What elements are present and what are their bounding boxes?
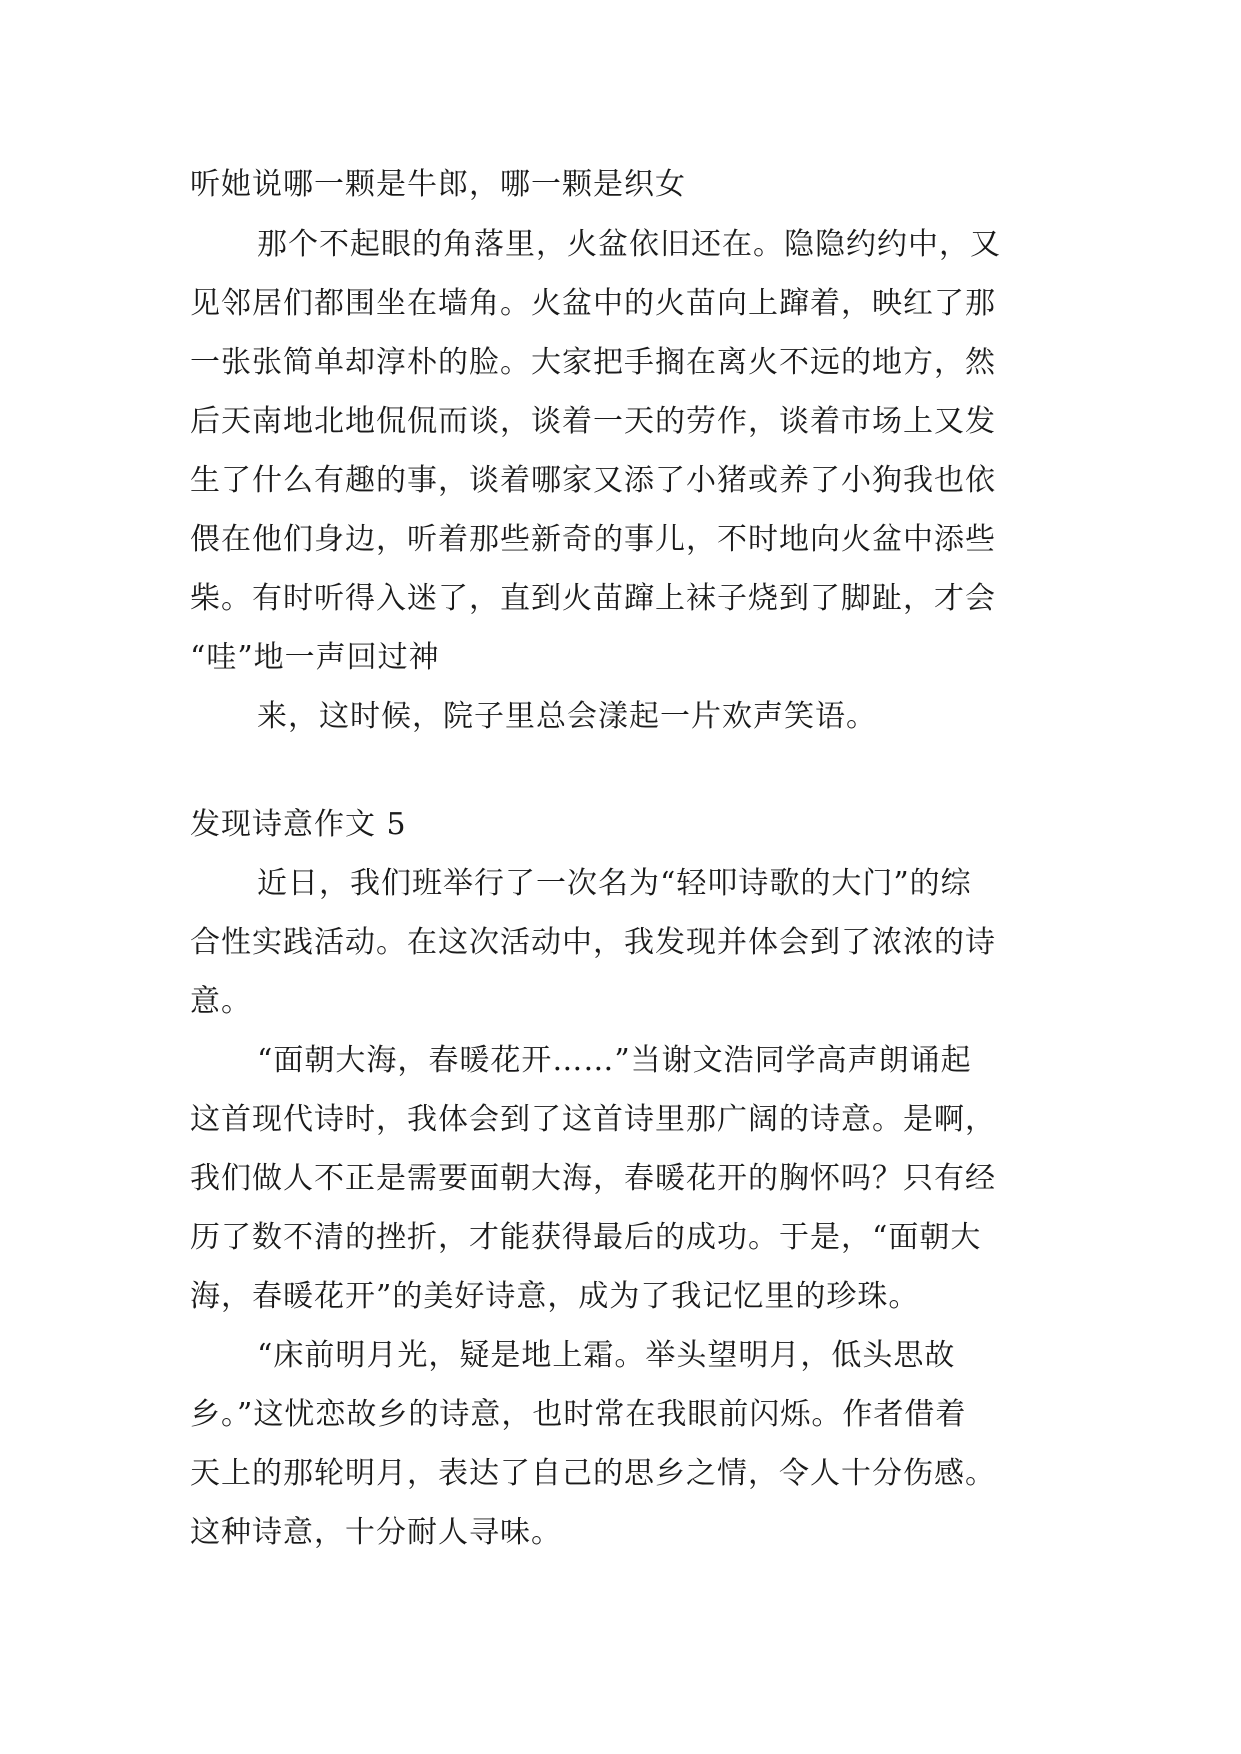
text-line: 生了什么有趣的事，谈着哪家又添了小猪或养了小狗我也依 — [190, 463, 996, 498]
text-line: 这种诗意，十分耐人寻味。 — [190, 1515, 562, 1550]
text-line: 见邻居们都围坐在墙角。火盆中的火苗向上蹿着，映红了那 — [190, 286, 996, 321]
text-line: 意。 — [190, 984, 252, 1019]
text-line: 合性实践活动。在这次活动中，我发现并体会到了浓浓的诗 — [190, 925, 996, 960]
text-line: 乡。”这忧恋故乡的诗意，也时常在我眼前闪烁。作者借着 — [190, 1397, 967, 1432]
paragraph-first-line: “床前明月光，疑是地上霜。举头望明月，低头思故 — [257, 1338, 956, 1373]
paragraph-first-line: 来，这时候，院子里总会漾起一片欢声笑语。 — [257, 699, 877, 734]
text-line: 听她说哪一颗是牛郎，哪一颗是织女 — [190, 167, 686, 202]
text-line: 一张张简单却淳朴的脸。大家把手搁在离火不远的地方，然 — [190, 345, 996, 380]
section-heading: 发现诗意作文 5 — [190, 807, 407, 842]
text-line: 后天南地北地侃侃而谈，谈着一天的劳作，谈着市场上又发 — [190, 404, 996, 439]
paragraph-first-line: 近日，我们班举行了一次名为“轻叩诗歌的大门”的综 — [257, 866, 972, 901]
text-line: 天上的那轮明月，表达了自己的思乡之情，令人十分伤感。 — [190, 1456, 996, 1491]
text-line: 这首现代诗时，我体会到了这首诗里那广阔的诗意。是啊， — [190, 1102, 996, 1137]
text-line: 历了数不清的挫折，才能获得最后的成功。于是，“面朝大 — [190, 1220, 982, 1255]
text-line: 柴。有时听得入迷了，直到火苗蹿上袜子烧到了脚趾，才会 — [190, 581, 996, 616]
paragraph-first-line: “面朝大海，春暖花开……”当谢文浩同学高声朗诵起 — [257, 1043, 972, 1078]
text-line: “哇”地一声回过神 — [190, 640, 440, 675]
text-line: 我们做人不正是需要面朝大海，春暖花开的胸怀吗？只有经 — [190, 1161, 996, 1196]
text-line: 偎在他们身边，听着那些新奇的事儿，不时地向火盆中添些 — [190, 522, 996, 557]
paragraph-first-line: 那个不起眼的角落里，火盆依旧还在。隐隐约约中，又 — [257, 227, 1001, 262]
text-line: 海，春暖花开”的美好诗意，成为了我记忆里的珍珠。 — [190, 1279, 920, 1314]
